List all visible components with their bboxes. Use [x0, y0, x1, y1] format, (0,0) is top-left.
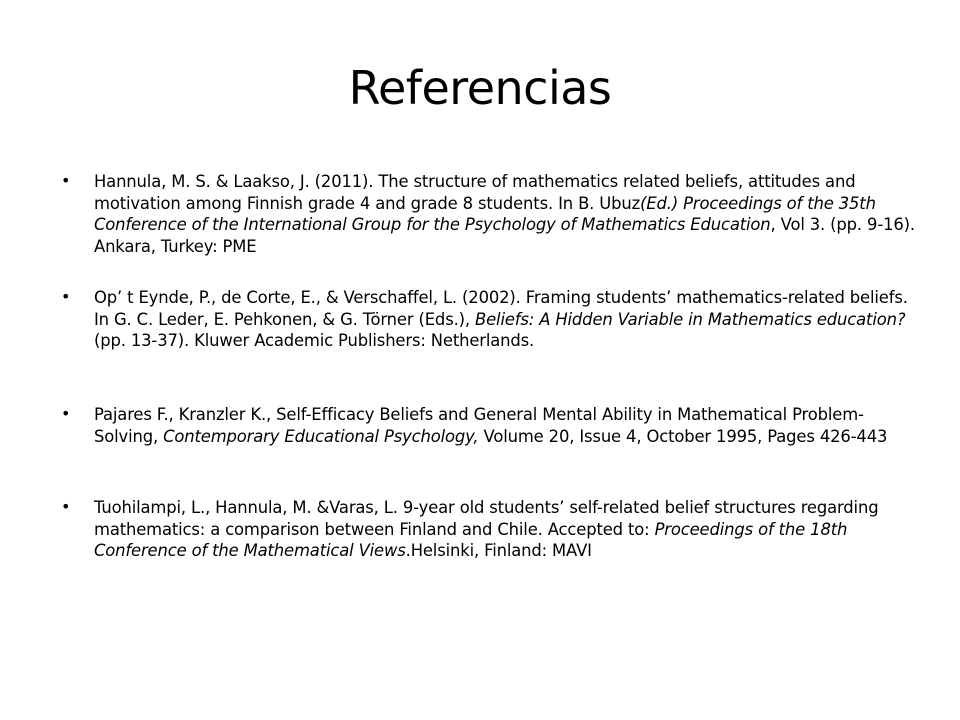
reference-text-part: (pp. 13-37). Kluwer Academic Publishers: Netherlands. — [94, 331, 535, 351]
bullet-icon: • — [61, 287, 71, 306]
reference-text-part: , Vol 3. (pp. 9-16). Ankara, Turkey: PME — [94, 215, 915, 256]
reference-item — [61, 171, 916, 257]
reference-text-part: Tuohilampi, L., Hannula, M. &Varas, L. 9-year old students’ self-related belief structures regarding mathematics: a comparison between Finland and Chile. Accepted to: — [94, 498, 879, 539]
reference-text-part: Pajares F., Kranzler K., Self-Efficacy Beliefs and General Mental Ability in Mathematical Problem-Solving, — [94, 405, 864, 446]
reference-text-part-italic: (Ed.) Proceedings of the 35th Conference of the International Group for the Psychology of Mathematics Education — [94, 193, 876, 235]
reference-item — [61, 404, 916, 447]
reference-text-part: Volume 20, Issue 4, October 1995, Pages 426-443 — [478, 426, 888, 446]
bullet-icon: • — [61, 171, 71, 190]
bullet-icon: • — [61, 404, 71, 423]
reference-text-part-italic: Proceedings of the 18th Conference of the Mathematical Views — [94, 519, 848, 561]
reference-text-part-italic: Contemporary Educational Psychology, — [163, 426, 479, 446]
slide-title: Referencias — [348, 61, 612, 115]
reference-text-part: Hannula, M. S. & Laakso, J. (2011). The structure of mathematics related beliefs, attitudes and motivation among Finnish grade 4 and grade 8 students. In B. Ubuz — [94, 172, 856, 213]
reference-text-part: .Helsinki, Finland: MAVI — [405, 541, 592, 561]
bullet-icon: • — [61, 497, 71, 516]
reference-text-part-italic: Beliefs: A Hidden Variable in Mathematics education? — [475, 309, 906, 329]
reference-item — [61, 287, 916, 352]
reference-text-part: Op’ t Eynde, P., de Corte, E., & Verschaffel, L. (2002). Framing students’ mathematics-related beliefs. In G. C. Leder, E. Pehkonen, & G. Törner (Eds.), — [94, 288, 908, 329]
reference-item — [61, 497, 916, 562]
